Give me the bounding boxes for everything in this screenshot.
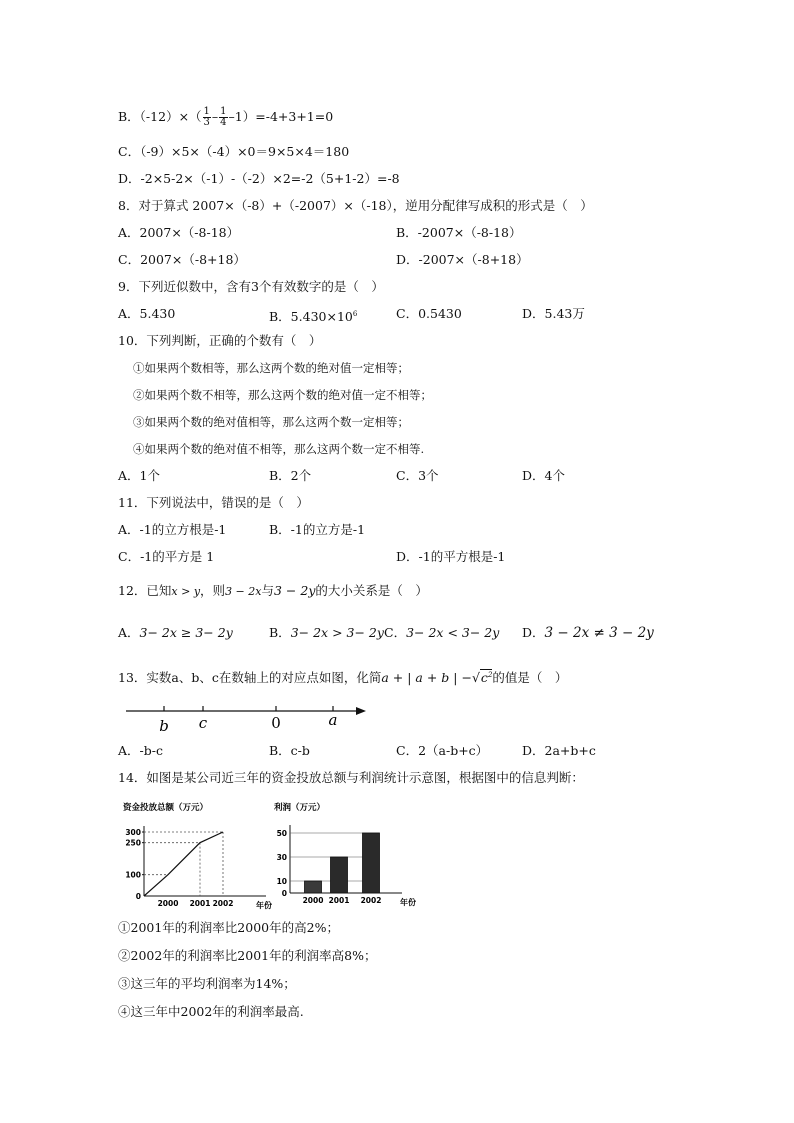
y-tick-label: 0 (135, 892, 141, 901)
chart-title: 资金投放总额（万元） (123, 803, 209, 813)
x-tick-label: 2000 (302, 896, 324, 905)
bar (305, 881, 322, 893)
x-tick-label: 2002 (212, 899, 234, 908)
x-tick-label: 2001 (328, 896, 350, 905)
chart-title: 利润（万元） (274, 803, 326, 813)
q9-option-b: B．$5.430\times 10^6$ (269, 309, 358, 325)
profit-bar-chart (270, 798, 430, 913)
q14-statement-4: ④这三年中2002年的利润率最高. (118, 1004, 304, 1019)
q13-option-b: B．c-b (269, 743, 310, 758)
q10-statement-4: ④如果两个数的绝对值不相等，那么这两个数一定不相等. (133, 442, 425, 456)
q14-statement-1: ①2001年的利润率比2000年的高2%； (118, 920, 339, 935)
q10-statement-2: ②如果两个数不相等，那么这两个数的绝对值一定不相等； (133, 388, 432, 402)
q12-option-c: C．3− 2x < 3− 2y (384, 625, 500, 640)
q10-option-a: A．1个 (118, 468, 160, 483)
q14-stem: 14．如图是某公司近三年的资金投放总额与利润统计示意图，根据图中的信息判断： (118, 770, 584, 785)
q8-option-d: D．-2007×（-8+18） (396, 252, 529, 267)
q10-option-c: C．3个 (396, 468, 439, 483)
label-zero: 0 (271, 714, 281, 732)
q11-stem: 11．下列说法中，错误的是（ ） (118, 495, 309, 510)
q12-option-b: B．3− 2x > 3− 2y (269, 625, 384, 640)
x-tick-label: 2002 (360, 896, 382, 905)
q11-option-c: C．-1的平方是 1 (118, 549, 215, 564)
q11-option-d: D．-1的平方根是-1 (396, 549, 506, 564)
q11-option-b: B．-1的立方是-1 (269, 522, 366, 537)
q7-b-prefix: B．（-12）×（ (118, 109, 202, 124)
q12-option-a: A．3− 2x ≥ 3− 2y (118, 625, 233, 640)
bar (363, 833, 380, 893)
x-tick-label: 2000 (157, 899, 179, 908)
arrow-right-icon (356, 707, 366, 715)
q7-option-c: C．（-9）×5×（-4）×0＝9×5×4＝180 (118, 144, 350, 159)
label-b: b (159, 717, 169, 735)
series-line (144, 832, 223, 896)
q9-option-d: D．5.43万 (522, 306, 585, 321)
q11-option-a: A．-1的立方根是-1 (118, 522, 227, 537)
y-tick-label: 100 (125, 870, 141, 880)
fraction-one-fourth: $\frac{1}{4}$ (220, 106, 227, 128)
bar (331, 857, 348, 893)
q7-b-suffix: –1）=-4+3+1=0 (228, 109, 334, 124)
q9-option-a: A．5.430 (118, 306, 176, 321)
q13-option-d: D．2a+b+c (522, 743, 596, 758)
q9-option-c: C．0.5430 (396, 306, 462, 321)
q8-option-b: B．-2007×（-8-18） (396, 225, 522, 240)
y-tick-label: 0 (281, 889, 287, 898)
number-line (122, 698, 372, 738)
q7-option-b: B．（-12）×（ $\frac{1}{3}$ – $\frac{1}{4}$ –1）=-4+3+1=0 (118, 106, 334, 128)
investment-line-chart (118, 798, 278, 913)
label-c: c (198, 714, 208, 732)
y-tick-label: 50 (276, 829, 287, 838)
label-a: a (328, 711, 338, 729)
y-tick-label: 250 (125, 838, 141, 848)
q10-statement-1: ①如果两个数相等，那么这两个数的绝对值一定相等； (133, 361, 409, 375)
q13-option-c: C．2（a-b+c） (396, 743, 489, 758)
q14-statement-2: ②2002年的利润率比2001年的利润率高8%； (118, 948, 377, 963)
q9-stem: 9．下列近似数中，含有3个有效数字的是（ ） (118, 279, 384, 294)
y-tick-label: 300 (125, 828, 141, 837)
q7-option-d: D．-2×5-2×（-1）-（-2）×2=-2（5+1-2）=-8 (118, 171, 400, 186)
q14-statement-3: ③这三年的平均利润率为14%； (118, 976, 296, 991)
q13-option-a: A．-b-c (118, 743, 163, 758)
y-tick-label: 10 (276, 877, 287, 886)
x-axis-label: 年份 (256, 901, 272, 910)
q12-option-d: D．3 − 2x ≠ 3 − 2y (522, 625, 654, 641)
x-tick-label: 2001 (189, 899, 211, 908)
fraction-one-third: $\frac{1}{3}$ (203, 106, 210, 128)
q12-stem: 12．已知x > y，则3 − 2x与3 − 2y的大小关系是（ ） (118, 583, 428, 598)
y-tick-label: 30 (276, 853, 287, 862)
x-axis-label: 年份 (400, 898, 416, 907)
q10-stem: 10．下列判断，正确的个数有（ ） (118, 333, 322, 348)
q10-option-d: D．4个 (522, 468, 565, 483)
q8-option-c: C．2007×（-8+18） (118, 252, 246, 267)
q10-option-b: B．2个 (269, 468, 312, 483)
q8-stem: 8．对于算式 2007×（-8）+（-2007）×（-18），逆用分配律写成积的形式是（ ） (118, 198, 593, 213)
q10-statement-3: ③如果两个数的绝对值相等，那么这两个数一定相等； (133, 415, 409, 429)
q8-option-a: A．2007×（-8-18） (118, 225, 240, 240)
sqrt-c-squared: $c^2$ (480, 670, 493, 686)
q13-stem: 13．实数a、b、c在数轴上的对应点如图，化简a + | a + b | $-√c^2$的值是（ ） (118, 670, 568, 686)
